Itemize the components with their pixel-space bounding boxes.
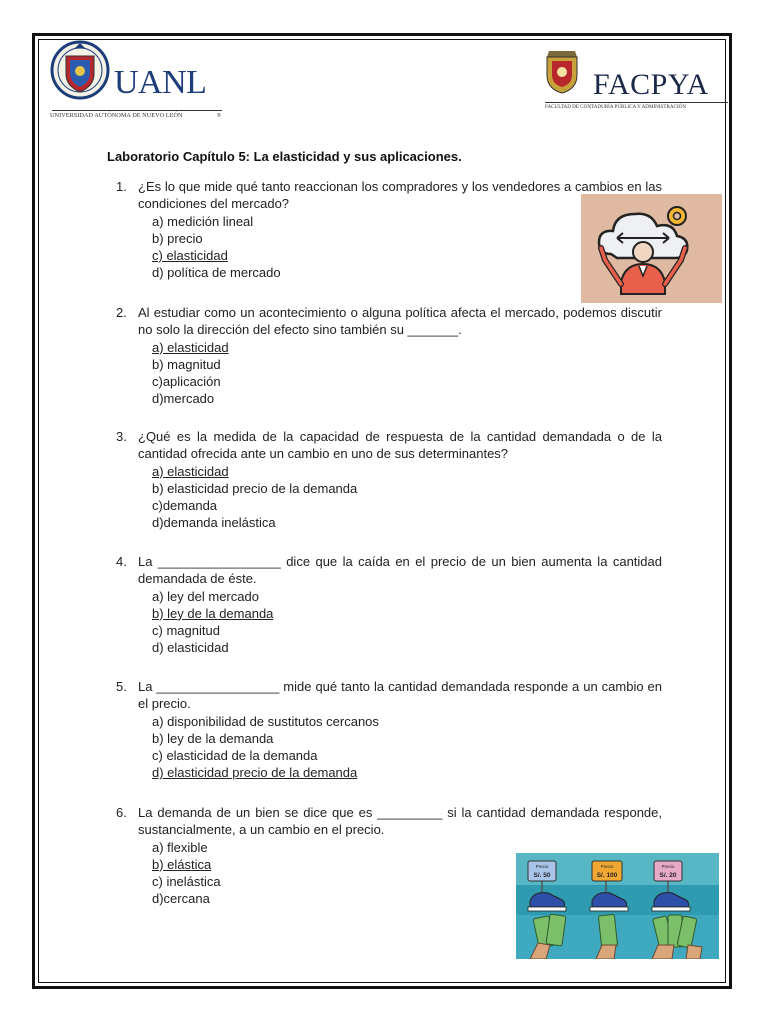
option-c: c)demanda	[152, 498, 218, 514]
facpya-seal-icon	[543, 45, 581, 95]
option-a: a) disponibilidad de sustitutos cercanos	[152, 713, 379, 729]
option-d: d)mercado	[152, 391, 215, 407]
price-2: S/. 100	[596, 872, 618, 879]
question-3	[116, 428, 662, 532]
question-number: 2.	[116, 305, 127, 320]
question-5	[116, 678, 662, 782]
uanl-wordmark: UANL	[114, 64, 207, 101]
question-stem: ¿Es lo que mide qué tanto reaccionan los compradores y los vendedores a cambios en las condiciones del mercado?	[138, 179, 662, 212]
option-a: a) ley del mercado	[152, 588, 259, 604]
option-b-answer: b) ley de la demanda	[152, 605, 274, 621]
options-list	[152, 588, 662, 657]
option-d: d) política de mercado	[152, 265, 281, 281]
option-d-answer: d) elasticidad precio de la demanda	[152, 765, 358, 781]
question-2	[116, 304, 662, 408]
question-number: 3.	[116, 429, 127, 444]
option-c: c) inelástica	[152, 874, 221, 890]
gear-icon	[668, 207, 686, 225]
option-d: d)cercana	[152, 891, 210, 907]
option-c: c) elasticidad de la demanda	[152, 748, 318, 764]
uanl-seal-icon	[50, 40, 110, 104]
page-title: Laboratorio Capítulo 5: La elasticidad y sus aplicaciones.	[107, 149, 462, 164]
option-a-answer: a) elasticidad	[152, 339, 229, 355]
option-a: a) medición lineal	[152, 213, 254, 229]
option-c: c)aplicación	[152, 374, 221, 390]
price-3: S/. 20	[659, 872, 677, 879]
question-4	[116, 553, 662, 657]
option-a-answer: a) elasticidad	[152, 463, 229, 479]
uanl-divider	[52, 110, 222, 111]
question-stem: ¿Qué es la medida de la capacidad de respuesta de la cantidad demandada o de la cantidad ofrecida ante un cambio en uno de sus determinantes?	[138, 429, 662, 462]
option-b: b) precio	[152, 230, 203, 246]
question-stem: Al estudiar como un acontecimiento o alguna política afecta el mercado, podemos discutir no solo la dirección del efecto sino también su _______.	[138, 305, 662, 338]
question-number: 5.	[116, 679, 127, 694]
price-tag-word: Precio	[600, 864, 614, 869]
facpya-wordmark: FACPYA	[593, 68, 709, 101]
facpya-divider	[545, 102, 728, 103]
price-tag-word: Precio	[661, 864, 675, 869]
question-stem: La _________________ dice que la caída en el precio de un bien aumenta la cantidad demandada de éste.	[138, 554, 662, 587]
question-stem: La _________________ mide qué tanto la cantidad demandada responde a un cambio en el precio.	[138, 679, 662, 712]
price-1: S/. 50	[533, 872, 551, 879]
option-b: b) ley de la demanda	[152, 730, 274, 746]
uanl-subtitle: UNIVERSIDAD AUTÓNOMA DE NUEVO LEÓN	[50, 112, 183, 119]
price-tag-word: Precio	[535, 864, 549, 869]
option-b: b) magnitud	[152, 356, 221, 372]
question-number: 1.	[116, 179, 127, 194]
registered-mark: ®	[217, 113, 221, 119]
question-stem: La demanda de un bien se dice que es _________ si la cantidad demandada responde, sustancialmente, a un cambio en el precio.	[138, 805, 662, 838]
shoes-price-illustration	[516, 853, 719, 959]
question-number: 6.	[116, 805, 127, 820]
option-b: b) elasticidad precio de la demanda	[152, 480, 358, 496]
option-c: c) magnitud	[152, 623, 220, 639]
question-number: 4.	[116, 554, 127, 569]
options-list	[152, 713, 662, 782]
option-d: d)demanda inelástica	[152, 515, 276, 531]
option-d: d) elasticidad	[152, 640, 229, 656]
option-c-answer: c) elasticidad	[152, 248, 228, 264]
facpya-subtitle: FACULTAD DE CONTADURÍA PÚBLICA Y ADMINISTRACIÓN	[545, 104, 687, 110]
elasticity-illustration	[581, 194, 722, 303]
options-list	[152, 463, 662, 532]
option-a: a) flexible	[152, 839, 208, 855]
options-list	[152, 339, 662, 408]
option-b-answer: b) elástica	[152, 856, 212, 872]
